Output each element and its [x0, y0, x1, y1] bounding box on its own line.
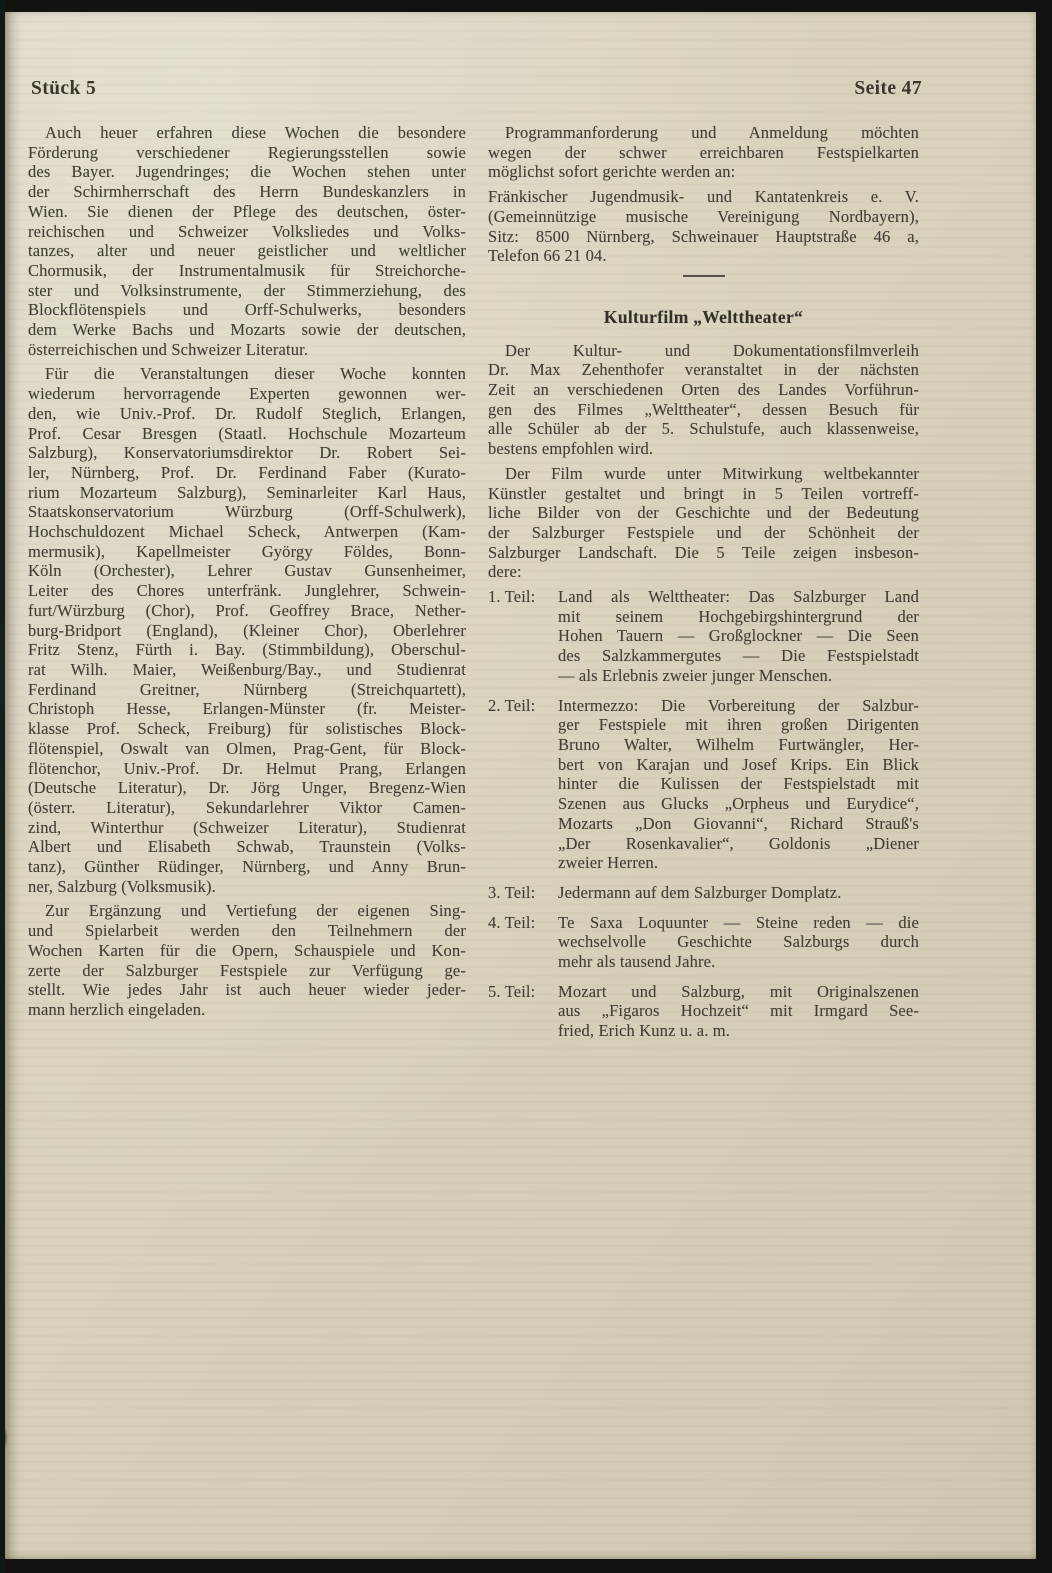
section-paragraphs [488, 341, 919, 582]
text-line: zerte der Salzburger Festspiele zur Verfügung ge- [28, 960, 466, 980]
text-line: Mozarts „Don Giovanni“, Richard Strauß's [558, 813, 919, 833]
text-line: Wochen Karten für die Opern, Schauspiele und Kon- [28, 940, 466, 960]
text-line: mermusik), Kapellmeister György Földes, Bonn- [28, 541, 466, 561]
text-line: Wien. Sie dienen der Pflege des deutschen, öster- [28, 201, 466, 221]
text-line: gen des Filmes „Welttheater“, dessen Besuch für [488, 399, 919, 419]
text-line: mit seinem Hochgebirgshintergrund der [558, 606, 919, 626]
paragraph [28, 123, 466, 359]
text-line: Hohen Tauern — Großglockner — Die Seen [558, 626, 919, 646]
text-line: burg-Bridport (England), (Kleiner Chor), Oberlehrer [28, 620, 466, 640]
text-line: Förderung verschiedener Regierungsstellen sowie [28, 142, 466, 162]
text-line: bestens empfohlen wird. [488, 439, 654, 459]
text-line: (Deutsche Literatur), Dr. Jörg Unger, Bregenz-Wien [28, 778, 466, 798]
list-item-marker: 1. Teil: [488, 587, 536, 607]
text-line: Staatskonservatorium Würzburg (Orff-Schulwerk), [28, 502, 466, 522]
text-line: Fränkischer Jugendmusik- und Kantatenkreis e. V. [488, 187, 919, 207]
text-line: mehr als tausend Jahre. [558, 952, 716, 972]
text-line: Intermezzo: Die Vorbereitung der Salzbur- [558, 695, 919, 715]
text-line: Christoph Hesse, Erlangen-Münster (fr. Meister- [28, 699, 466, 719]
text-line: „Der Rosenkavalier“, Goldonis „Diener [558, 833, 919, 853]
text-line: reichischen und Schweizer Volksliedes und Volks- [28, 221, 466, 241]
list-item-text [558, 982, 919, 1041]
list-item-text [558, 587, 919, 686]
paragraph [488, 341, 919, 459]
text-line: Ferdinand Greitner, Nürnberg (Streichquartett), [28, 679, 466, 699]
text-line: Zeit an verschiedenen Orten des Landes Vorführun- [488, 380, 919, 400]
paragraph [28, 364, 466, 896]
page-number: Seite 47 [854, 78, 922, 99]
list-item-marker: 2. Teil: [488, 695, 536, 715]
text-line: (österr. Literatur), Sekundarlehrer Viktor Camen- [28, 797, 466, 817]
text-line: hinter die Kulissen der Festspielstadt mit [558, 774, 919, 794]
text-line: Prof. Cesar Bresgen (Staatl. Hochschule Mozarteum [28, 423, 466, 443]
paragraph [488, 464, 919, 582]
text-line: alle Schüler ab der 5. Schulstufe, auch klassenweise, [488, 419, 919, 439]
text-line: stellt. Wie jedes Jahr ist auch heuer wieder jeder- [28, 980, 466, 1000]
text-line: tanz), Günther Rüdinger, Nürnberg, und Anny Brun- [28, 857, 466, 877]
text-line: ster und Volksinstrumente, der Stimmerziehung, des [28, 280, 466, 300]
text-line: Sitz: 8500 Nürnberg, Schweinauer Hauptstraße 46 a, [488, 226, 919, 246]
list-item-text [558, 913, 919, 972]
text-line: Köln (Orchester), Lehrer Gustav Gunsenheimer, [28, 561, 466, 581]
text-line: mann herzlich eingeladen. [28, 999, 206, 1019]
text-line: Hochschuldozent Michael Scheck, Antwerpen (Kam- [28, 522, 466, 542]
text-line: Programmanforderung und Anmeldung möchten [505, 123, 919, 142]
text-line: Leiter des Chores unterfränk. Junglehrer, Schwein- [28, 581, 466, 601]
text-line: dere: [488, 562, 522, 582]
text-line: zweier Herren. [558, 853, 659, 873]
text-line: Zur Ergänzung und Vertiefung der eigenen Sing- [45, 901, 466, 921]
text-line: Fritz Stenz, Fürth i. Bay. (Stimmbildung), Oberschul- [28, 640, 466, 660]
text-line: flötenchor, Univ.-Prof. Dr. Helmut Prang, Erlangen [28, 758, 466, 778]
contact-block [488, 123, 919, 266]
list-item-marker: 5. Teil: [488, 981, 536, 1001]
text-line: ler, Nürnberg, Prof. Dr. Ferdinand Faber (Kurato- [28, 462, 466, 482]
section-title: Kulturfilm „Welttheater“ [603, 306, 804, 327]
list-item-marker: 3. Teil: [488, 882, 536, 902]
text-line: des Salzkammergutes — Die Festspielstadt [558, 646, 919, 666]
text-line: aus „Figaros Hochzeit“ mit Irmgard See- [558, 1001, 919, 1021]
text-line: Jedermann auf dem Salzburger Domplatz. [558, 882, 842, 902]
text-line: Bruno Walter, Wilhelm Furtwängler, Her- [558, 734, 919, 754]
paragraph [488, 187, 919, 266]
text-line: Chormusik, der Instrumentalmusik für Streichorche- [28, 260, 466, 280]
text-line: klasse Prof. Scheck, Freiburg) für solistisches Block- [28, 719, 466, 739]
text-line: Blockflötenspiels und Orff-Schulwerks, besonders [28, 300, 466, 320]
paragraph [488, 123, 919, 182]
paragraph [28, 901, 466, 1019]
text-line: (Gemeinnützige musische Vereinigung Nordbayern), [488, 206, 919, 226]
text-line: Der Film wurde unter Mitwirkung weltbekannter [505, 463, 919, 483]
text-line: Für die Veranstaltungen dieser Woche konnten [45, 364, 466, 384]
text-line: Szenen aus Glucks „Orpheus und Eurydice“, [558, 794, 919, 814]
text-line: ger Festspiele mit ihren großen Dirigenten [558, 715, 919, 735]
text-line: Te Saxa Loquunter — Steine reden — die [558, 912, 919, 932]
text-line: Mozart und Salzburg, mit Originalszenen [558, 981, 919, 1001]
text-line: österreichischen und Schweizer Literatur. [28, 339, 309, 359]
list-item [488, 587, 919, 686]
text-line: flötenspiel, Oswalt van Olmen, Prag-Gent, für Block- [28, 738, 466, 758]
film-parts-list [488, 587, 919, 1041]
text-line: Künstler gestaltet und bringt in 5 Teilen vortreff- [488, 483, 919, 503]
list-item-marker: 4. Teil: [488, 912, 536, 932]
list-item [488, 913, 919, 972]
text-line: Land als Welttheater: Das Salzburger Land [558, 587, 919, 607]
text-line: und Spielarbeit werden den Teilnehmern der [28, 921, 466, 941]
list-item [488, 883, 919, 903]
text-line: rium Mozarteum Salzburg), Seminarleiter Karl Haus, [28, 482, 466, 502]
text-line: wiederum hervorragende Experten gewonnen wer- [28, 384, 466, 404]
text-line: der Schirmherrschaft des Herrn Bundeskanzlers in [28, 182, 466, 202]
left-column [28, 123, 466, 1051]
text-line: möglichst sofort gerichte werden an: [488, 162, 736, 182]
text-line: Albert und Elisabeth Schwab, Traunstein (Volks- [28, 837, 466, 857]
text-line: den, wie Univ.-Prof. Dr. Rudolf Steglich, Erlangen, [28, 403, 466, 423]
page-header [31, 78, 922, 100]
text-line: Salzburger Landschaft. Die 5 Teile zeigen insbeson- [488, 542, 919, 562]
left-edge-stripe [0, 0, 5, 1573]
text-line: — als Erlebnis zweier junger Menschen. [558, 665, 833, 685]
text-line: bert von Karajan und Josef Krips. Ein Blick [558, 754, 919, 774]
text-line: ner, Salzburg (Volksmusik). [28, 876, 216, 896]
text-line: liche Bilder von der Geschichte und der Bedeutung [488, 503, 919, 523]
text-line: Dr. Max Zehenthofer veranstaltet in der nächsten [488, 360, 919, 380]
text-line: rat Wilh. Maier, Weißenburg/Bay., und Studienrat [28, 659, 466, 679]
text-line: furt/Würzburg (Chor), Prof. Geoffrey Brace, Nether- [28, 600, 466, 620]
text-line: des Bayer. Jugendringes; die Wochen stehen unter [28, 162, 466, 182]
text-line: wechselvolle Geschichte Salzburgs durch [558, 932, 919, 952]
list-item [488, 982, 919, 1041]
text-line: dem Werke Bachs und Mozarts sowie der deutschen, [28, 320, 466, 340]
issue-label: Stück 5 [31, 78, 97, 99]
list-item-text [558, 696, 919, 873]
section-divider [683, 275, 725, 277]
list-item-text [558, 883, 919, 903]
text-line: wegen der schwer erreichbaren Festspielkarten [488, 142, 919, 162]
text-line: zind, Winterthur (Schweizer Literatur), Studienrat [28, 817, 466, 837]
text-line: Telefon 66 21 04. [488, 246, 607, 266]
text-line: Der Kultur- und Dokumentationsfilmverleih [505, 340, 919, 360]
text-line: der Salzburger Festspiele und der Schönheit der [488, 522, 919, 542]
content-columns [28, 123, 1036, 1051]
text-line: fried, Erich Kunz u. a. m. [558, 1021, 731, 1041]
text-line: Salzburg), Konservatoriumsdirektor Dr. Robert Sei- [28, 443, 466, 463]
list-item [488, 696, 919, 873]
paper [5, 12, 1036, 1559]
right-column [488, 123, 919, 1051]
text-line: Auch heuer erfahren diese Wochen die besondere [45, 123, 466, 142]
text-line: tanzes, alter und neuer geistlicher und weltlicher [28, 241, 466, 261]
